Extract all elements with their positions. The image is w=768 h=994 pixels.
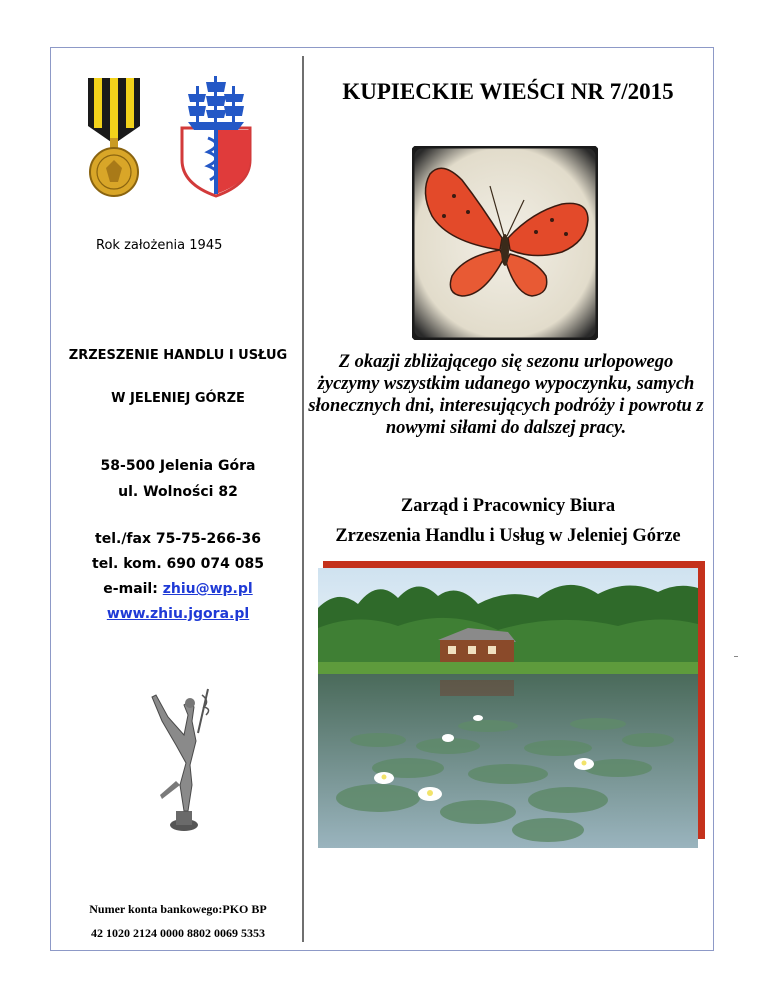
website-line: [58, 606, 298, 622]
postal-address: 58-500 Jelenia Góra: [100, 458, 256, 474]
website-link[interactable]: www.zhiu.jgora.pl: [106, 606, 250, 622]
mercury-statue-image: [140, 675, 220, 840]
email-label: e-mail:: [103, 581, 163, 597]
greeting-message: Z okazji zbliżającego się sezonu urlopowego życzymy wszystkim udanego wypoczynku, samych słonecznych dni, interesujących podróży i powrotu z nowymi siłami do dalszej pracy.: [308, 352, 704, 438]
mobile-phone: tel. kom. 690 074 085: [92, 556, 264, 572]
founded-year: Rok założenia 1945: [96, 238, 223, 253]
organization-city: W JELENIEJ GÓRZE: [111, 391, 245, 406]
bank-account-label: Numer konta bankowego:PKO BP: [89, 902, 267, 916]
signature-line-1: Zarząd i Pracownicy Biura: [400, 496, 616, 516]
bank-account-number: 42 1020 2124 0000 8802 0069 5353: [91, 926, 265, 940]
butterfly-image: [412, 146, 598, 340]
phone-fax: tel./fax 75-75-266-36: [95, 531, 261, 547]
signature-line-2: Zrzeszenia Handlu i Usług w Jeleniej Górze: [335, 526, 681, 546]
email-line: [58, 581, 298, 597]
medal-image: [84, 78, 144, 198]
email-link[interactable]: zhiu@wp.pl: [162, 581, 253, 597]
organization-name: ZRZESZENIE HANDLU I USŁUG: [68, 348, 288, 363]
crest-logo: [178, 72, 254, 198]
page-title: KUPIECKIE WIEŚCI NR 7/2015: [342, 79, 674, 104]
street-address: ul. Wolności 82: [118, 484, 238, 500]
column-divider: [302, 56, 304, 942]
lake-photo: [318, 568, 698, 848]
stray-mark: [734, 656, 738, 657]
